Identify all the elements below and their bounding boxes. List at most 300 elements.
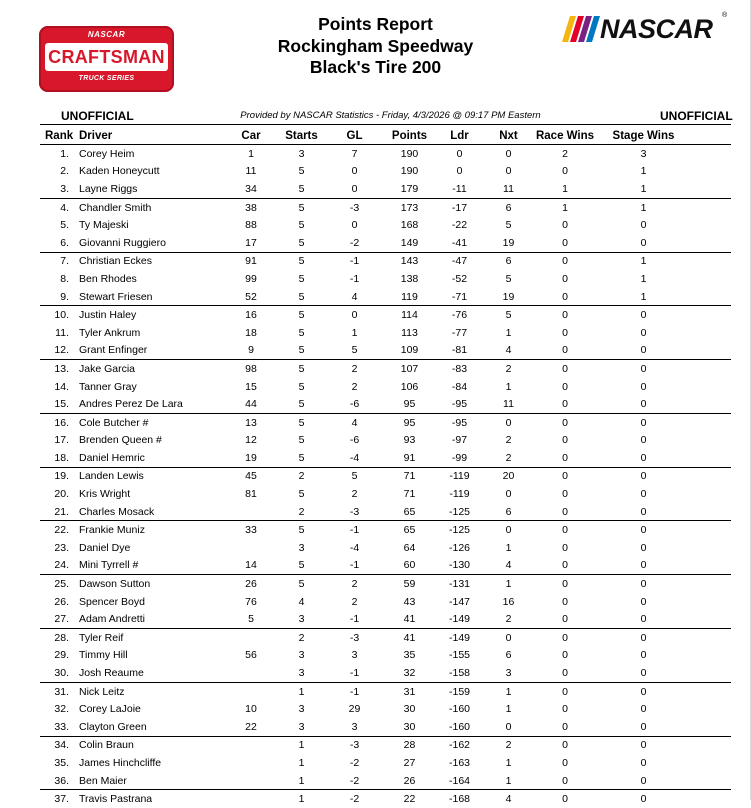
cell-points: 59 xyxy=(403,578,416,591)
col-header-ldr: Ldr xyxy=(433,128,486,145)
cell-leader-gap: -168 xyxy=(448,793,470,806)
cell-driver: Andres Perez De Lara xyxy=(77,395,222,413)
cell-points: 22 xyxy=(403,793,416,806)
cell-stage-wins: 0 xyxy=(640,219,647,232)
cell-leader-gap: -131 xyxy=(448,578,470,591)
col-header-gl: GL xyxy=(323,128,386,145)
cell-leader-gap: -76 xyxy=(451,309,468,322)
table-row xyxy=(40,610,731,628)
table-row xyxy=(40,593,731,611)
logo-truck-series-text: TRUCK SERIES xyxy=(78,75,135,82)
cell-rank: 22. xyxy=(54,524,69,537)
cell-car: 81 xyxy=(245,488,257,501)
cell-stage-wins: 0 xyxy=(640,756,647,769)
cell-leader-gap: -83 xyxy=(451,362,468,375)
cell-spacer xyxy=(688,324,731,342)
cell-points: 106 xyxy=(400,380,419,393)
cell-points: 27 xyxy=(403,756,416,769)
cell-stage-wins: 0 xyxy=(599,342,688,360)
cell-next-gap: 6 xyxy=(505,255,512,268)
cell-starts: 5 xyxy=(280,234,323,252)
cell-stage-wins: 0 xyxy=(640,685,647,698)
table-row xyxy=(40,306,731,324)
table-row xyxy=(40,754,731,772)
cell-stage-wins: 0 xyxy=(640,703,647,716)
cell-car: 45 xyxy=(245,470,257,483)
cell-starts: 2 xyxy=(298,470,305,483)
cell-gl: -3 xyxy=(349,631,360,644)
cell-starts: 4 xyxy=(298,595,305,608)
cell-starts: 3 xyxy=(298,541,305,554)
cell-leader-gap: 0 xyxy=(456,165,463,178)
cell-rank: 14. xyxy=(54,380,69,393)
cell-car: 18 xyxy=(245,326,257,339)
cell-race-wins: 0 xyxy=(562,649,568,662)
cell-starts: 5 xyxy=(298,219,305,232)
table-row xyxy=(40,664,731,682)
cell-car: 88 xyxy=(245,219,257,232)
cell-spacer xyxy=(688,610,731,628)
cell-next-gap: 2 xyxy=(486,449,531,467)
cell-points: 119 xyxy=(386,288,433,306)
cell-gl: 5 xyxy=(323,342,386,360)
cell-driver: Tyler Reif xyxy=(79,631,124,644)
cell-driver: Tanner Gray xyxy=(79,380,137,393)
table-row xyxy=(40,216,731,234)
cell-starts: 5 xyxy=(298,416,305,429)
col-header-race-wins: Race Wins xyxy=(531,128,599,145)
cell-driver: Justin Haley xyxy=(79,309,137,322)
cell-points: 190 xyxy=(400,165,419,178)
table-row xyxy=(40,163,731,181)
cell-spacer xyxy=(688,521,731,539)
cell-rank: 16. xyxy=(54,416,69,429)
cell-car: 34 xyxy=(222,180,280,198)
cell-rank: 11. xyxy=(55,326,69,339)
cell-spacer xyxy=(688,503,731,521)
table-row xyxy=(40,539,731,557)
cell-rank: 17. xyxy=(54,434,69,447)
cell-rank: 3. xyxy=(40,180,77,198)
cell-spacer xyxy=(688,145,731,163)
table-row xyxy=(40,324,731,342)
cell-leader-gap: 0 xyxy=(456,147,463,160)
table-row xyxy=(40,736,731,754)
track-name: Rockingham Speedway xyxy=(277,35,474,56)
cell-race-wins: 0 xyxy=(562,219,568,232)
cell-starts: 5 xyxy=(298,578,305,591)
cell-points: 179 xyxy=(386,180,433,198)
cell-stage-wins: 1 xyxy=(640,255,647,268)
cell-driver: Cole Butcher # xyxy=(79,416,149,429)
cell-race-wins: 0 xyxy=(562,739,568,752)
table-row xyxy=(40,288,731,306)
cell-starts: 1 xyxy=(298,793,305,806)
cell-points: 31 xyxy=(403,685,416,698)
table-row xyxy=(40,378,731,396)
cell-driver: Frankie Muniz xyxy=(79,524,145,537)
cell-car: 9 xyxy=(222,342,280,360)
cell-stage-wins: 0 xyxy=(640,595,647,608)
cell-race-wins: 0 xyxy=(562,309,568,322)
cell-rank: 35. xyxy=(54,756,69,769)
cell-leader-gap: -52 xyxy=(451,272,468,285)
cell-rank: 19. xyxy=(54,470,69,483)
table-row xyxy=(40,467,731,485)
table-row xyxy=(40,557,731,575)
cell-race-wins: 0 xyxy=(531,772,599,790)
cell-stage-wins: 0 xyxy=(640,793,647,806)
cell-race-wins: 0 xyxy=(562,793,568,806)
cell-car: 91 xyxy=(245,255,257,268)
table-row xyxy=(40,413,731,431)
cell-spacer xyxy=(688,485,731,503)
cell-gl: -4 xyxy=(349,541,360,554)
cell-starts: 5 xyxy=(298,326,305,339)
cell-rank: 4. xyxy=(60,201,69,214)
logo-nascar-small-text: NASCAR xyxy=(87,30,126,39)
cell-driver: Colin Braun xyxy=(79,739,134,752)
cell-leader-gap: -119 xyxy=(449,488,470,501)
cell-next-gap: 1 xyxy=(505,685,512,698)
cell-next-gap: 3 xyxy=(486,664,531,682)
cell-gl: -2 xyxy=(349,793,360,806)
cell-rank: 12. xyxy=(40,342,77,360)
trademark-icon: ® xyxy=(722,12,728,19)
points-table xyxy=(40,128,731,808)
cell-car: 44 xyxy=(222,395,280,413)
cell-car: 1 xyxy=(248,147,254,160)
cell-leader-gap: -155 xyxy=(448,649,470,662)
cell-starts: 1 xyxy=(298,739,305,752)
cell-starts: 3 xyxy=(280,718,323,736)
cell-rank: 21. xyxy=(40,503,77,521)
cell-starts: 5 xyxy=(298,524,305,537)
cell-driver: Tyler Ankrum xyxy=(79,326,141,339)
cell-car: 98 xyxy=(245,362,257,375)
cell-driver: Daniel Hemric xyxy=(77,449,222,467)
cell-car xyxy=(222,754,280,772)
cell-next-gap: 4 xyxy=(486,342,531,360)
cell-stage-wins: 0 xyxy=(599,610,688,628)
cell-leader-gap: -163 xyxy=(448,756,470,769)
cell-rank: 6. xyxy=(40,234,77,252)
cell-spacer xyxy=(688,557,731,575)
cell-spacer xyxy=(688,270,731,288)
cell-starts: 2 xyxy=(280,503,323,521)
cell-car: 56 xyxy=(245,649,257,662)
cell-gl: 0 xyxy=(351,219,358,232)
col-header-points: Points xyxy=(386,128,433,145)
cell-starts: 5 xyxy=(298,272,305,285)
cell-race-wins: 0 xyxy=(531,718,599,736)
cell-next-gap: 1 xyxy=(505,326,512,339)
cell-race-wins: 0 xyxy=(562,703,568,716)
table-header-row xyxy=(40,128,731,145)
unofficial-label-left: UNOFFICIAL xyxy=(61,109,134,123)
cell-points: 35 xyxy=(403,649,416,662)
cell-car xyxy=(222,664,280,682)
cell-stage-wins: 3 xyxy=(640,147,647,160)
cell-gl: -4 xyxy=(323,449,386,467)
race-name: Black's Tire 200 xyxy=(309,57,442,77)
cell-rank: 26. xyxy=(54,595,69,608)
cell-stage-wins: 0 xyxy=(640,524,647,537)
cell-driver: Landen Lewis xyxy=(79,470,144,483)
cell-driver: Ben Maier xyxy=(77,772,222,790)
cell-starts: 5 xyxy=(280,342,323,360)
cell-gl: 5 xyxy=(351,470,358,483)
cell-next-gap: 5 xyxy=(505,272,512,285)
cell-spacer xyxy=(688,395,731,413)
cell-gl: -1 xyxy=(349,524,360,537)
table-row xyxy=(40,629,731,647)
table-row xyxy=(40,503,731,521)
cell-car: 19 xyxy=(222,449,280,467)
cell-rank: 29. xyxy=(54,649,69,662)
cell-gl: 4 xyxy=(323,288,386,306)
table-row xyxy=(40,395,731,413)
cell-points: 30 xyxy=(403,703,416,716)
report-title-block xyxy=(0,14,751,79)
cell-rank: 5. xyxy=(60,219,69,232)
cell-race-wins: 0 xyxy=(562,416,568,429)
cell-gl: 2 xyxy=(351,595,358,608)
cell-stage-wins: 0 xyxy=(599,772,688,790)
table-row xyxy=(40,252,731,270)
cell-car: 14 xyxy=(222,557,280,575)
cell-driver: Stewart Friesen xyxy=(77,288,222,306)
cell-car: 16 xyxy=(245,309,257,322)
cell-driver: Corey Heim xyxy=(79,147,135,160)
cell-car xyxy=(222,772,280,790)
cell-rank: 2. xyxy=(60,165,69,178)
cell-race-wins: 0 xyxy=(562,541,568,554)
cell-next-gap: 2 xyxy=(486,610,531,628)
cell-car: 33 xyxy=(245,524,257,537)
cell-rank: 23. xyxy=(54,541,69,554)
cell-race-wins: 0 xyxy=(562,756,568,769)
cell-starts: 3 xyxy=(280,664,323,682)
cell-points: 28 xyxy=(403,739,416,752)
cell-starts: 5 xyxy=(298,488,305,501)
cell-leader-gap: -160 xyxy=(433,718,486,736)
cell-rank: 10. xyxy=(54,309,69,322)
cell-starts: 5 xyxy=(298,362,305,375)
cell-spacer xyxy=(688,593,731,611)
cell-driver: Clayton Green xyxy=(77,718,222,736)
cell-spacer xyxy=(688,629,731,647)
cell-driver: Dawson Sutton xyxy=(79,578,151,591)
cell-driver: Ty Majeski xyxy=(79,219,129,232)
cell-spacer xyxy=(688,432,731,450)
cell-spacer xyxy=(688,180,731,198)
cell-next-gap: 19 xyxy=(486,234,531,252)
cell-car: 11 xyxy=(245,165,257,178)
cell-leader-gap: -99 xyxy=(433,449,486,467)
cell-race-wins: 1 xyxy=(531,180,599,198)
cell-leader-gap: -125 xyxy=(448,524,470,537)
cell-gl: 3 xyxy=(351,649,358,662)
cell-points: 113 xyxy=(401,326,418,339)
cell-leader-gap: -130 xyxy=(433,557,486,575)
cell-stage-wins: 0 xyxy=(599,718,688,736)
cell-leader-gap: -162 xyxy=(448,739,470,752)
cell-car: 52 xyxy=(222,288,280,306)
cell-starts: 3 xyxy=(280,610,323,628)
cell-car: 76 xyxy=(245,595,257,608)
cell-car: 15 xyxy=(245,380,257,393)
table-row xyxy=(40,180,731,198)
cell-rank: 1. xyxy=(60,147,69,160)
table-row xyxy=(40,521,731,539)
cell-race-wins: 0 xyxy=(562,578,568,591)
cell-race-wins: 0 xyxy=(531,557,599,575)
cell-driver: James Hinchcliffe xyxy=(79,756,162,769)
cell-spacer xyxy=(688,216,731,234)
cell-leader-gap: -77 xyxy=(451,326,468,339)
cell-next-gap: 2 xyxy=(505,362,512,375)
cell-race-wins: 0 xyxy=(562,255,568,268)
col-header-starts: Starts xyxy=(280,128,323,145)
cell-rank: 25. xyxy=(54,578,69,591)
cell-leader-gap: -147 xyxy=(448,595,470,608)
cell-car: 5 xyxy=(222,610,280,628)
cell-leader-gap: -125 xyxy=(433,503,486,521)
cell-spacer xyxy=(688,700,731,718)
table-row xyxy=(40,342,731,360)
cell-starts: 5 xyxy=(298,165,305,178)
cell-starts: 5 xyxy=(280,395,323,413)
cell-gl: 2 xyxy=(351,578,358,591)
cell-next-gap: 6 xyxy=(505,201,512,214)
cell-leader-gap: -149 xyxy=(433,610,486,628)
col-header-stage-wins: Stage Wins xyxy=(599,128,688,145)
cell-race-wins: 0 xyxy=(531,610,599,628)
cell-leader-gap: -22 xyxy=(451,219,468,232)
cell-stage-wins: 0 xyxy=(640,380,647,393)
cell-gl: -3 xyxy=(349,201,360,214)
cell-leader-gap: -149 xyxy=(448,631,470,644)
col-header-rank: Rank xyxy=(40,128,77,145)
cell-gl: 2 xyxy=(351,488,358,501)
cell-gl: -6 xyxy=(323,395,386,413)
cell-starts: 1 xyxy=(298,685,305,698)
cell-gl: -6 xyxy=(349,434,360,447)
table-row xyxy=(40,682,731,700)
cell-points: 64 xyxy=(403,541,416,554)
table-row xyxy=(40,790,731,808)
cell-car: 38 xyxy=(245,201,257,214)
cell-rank: 34. xyxy=(54,739,69,752)
cell-points: 60 xyxy=(386,557,433,575)
cell-leader-gap: -158 xyxy=(433,664,486,682)
cell-starts: 5 xyxy=(280,449,323,467)
table-row xyxy=(40,575,731,593)
cell-stage-wins: 1 xyxy=(640,165,647,178)
cell-gl: 1 xyxy=(351,326,358,339)
cell-gl: 2 xyxy=(351,380,358,393)
cell-car: 17 xyxy=(222,234,280,252)
cell-leader-gap: -81 xyxy=(433,342,486,360)
cell-spacer xyxy=(688,163,731,181)
cell-stage-wins: 0 xyxy=(640,434,647,447)
cell-driver: Kaden Honeycutt xyxy=(79,165,160,178)
cell-points: 65 xyxy=(403,524,416,537)
cell-leader-gap: -119 xyxy=(449,470,470,483)
cell-points: 71 xyxy=(403,470,416,483)
cell-rank: 7. xyxy=(60,255,69,268)
cell-leader-gap: -17 xyxy=(451,201,468,214)
cell-next-gap: 1 xyxy=(505,756,512,769)
cell-leader-gap: -95 xyxy=(451,416,468,429)
cell-starts: 5 xyxy=(280,557,323,575)
cell-gl: -2 xyxy=(349,756,360,769)
cell-next-gap: 1 xyxy=(505,380,512,393)
cell-driver: Travis Pastrana xyxy=(79,793,153,806)
cell-starts: 5 xyxy=(280,180,323,198)
cell-points: 91 xyxy=(386,449,433,467)
cell-gl: 7 xyxy=(351,147,358,160)
cell-gl: 29 xyxy=(348,703,361,716)
cell-driver: Chandler Smith xyxy=(79,201,152,214)
cell-gl: -1 xyxy=(349,685,360,698)
cell-next-gap: 6 xyxy=(486,503,531,521)
cell-points: 149 xyxy=(386,234,433,252)
cell-car: 10 xyxy=(245,703,257,716)
cell-starts: 3 xyxy=(298,147,305,160)
cell-driver: Daniel Dye xyxy=(79,541,131,554)
cell-car: 13 xyxy=(245,416,257,429)
cell-points: 143 xyxy=(400,255,419,268)
cell-car: 26 xyxy=(245,578,257,591)
table-row xyxy=(40,700,731,718)
cell-rank: 20. xyxy=(54,488,69,501)
cell-car: 22 xyxy=(222,718,280,736)
report-title: Points Report xyxy=(318,14,433,34)
cell-next-gap: 2 xyxy=(505,434,512,447)
cell-rank: 30. xyxy=(40,664,77,682)
cell-race-wins: 0 xyxy=(531,234,599,252)
cell-car xyxy=(222,736,280,754)
cell-driver: Brenden Queen # xyxy=(79,434,162,447)
cell-next-gap: 11 xyxy=(486,180,531,198)
cell-points: 95 xyxy=(386,395,433,413)
cell-race-wins: 0 xyxy=(531,288,599,306)
cell-points: 32 xyxy=(386,664,433,682)
nascar-logo-text: NASCAR xyxy=(600,14,713,44)
cell-race-wins: 0 xyxy=(531,449,599,467)
cell-stage-wins: 0 xyxy=(640,649,647,662)
cell-gl: 0 xyxy=(351,309,358,322)
cell-next-gap: 4 xyxy=(505,793,512,806)
cell-driver: Spencer Boyd xyxy=(79,595,145,608)
cell-gl: -1 xyxy=(323,664,386,682)
cell-points: 26 xyxy=(386,772,433,790)
table-row xyxy=(40,647,731,665)
cell-driver: Mini Tyrrell # xyxy=(77,557,222,575)
cell-next-gap: 5 xyxy=(505,219,512,232)
cell-gl: -2 xyxy=(323,234,386,252)
cell-next-gap: 20 xyxy=(502,470,515,483)
cell-rank: 32. xyxy=(54,703,69,716)
col-header-driver: Driver xyxy=(77,128,222,145)
cell-points: 107 xyxy=(400,362,419,375)
cell-rank: 28. xyxy=(54,631,69,644)
table-row xyxy=(40,198,731,216)
cell-next-gap: 6 xyxy=(505,649,512,662)
cell-race-wins: 0 xyxy=(562,380,568,393)
